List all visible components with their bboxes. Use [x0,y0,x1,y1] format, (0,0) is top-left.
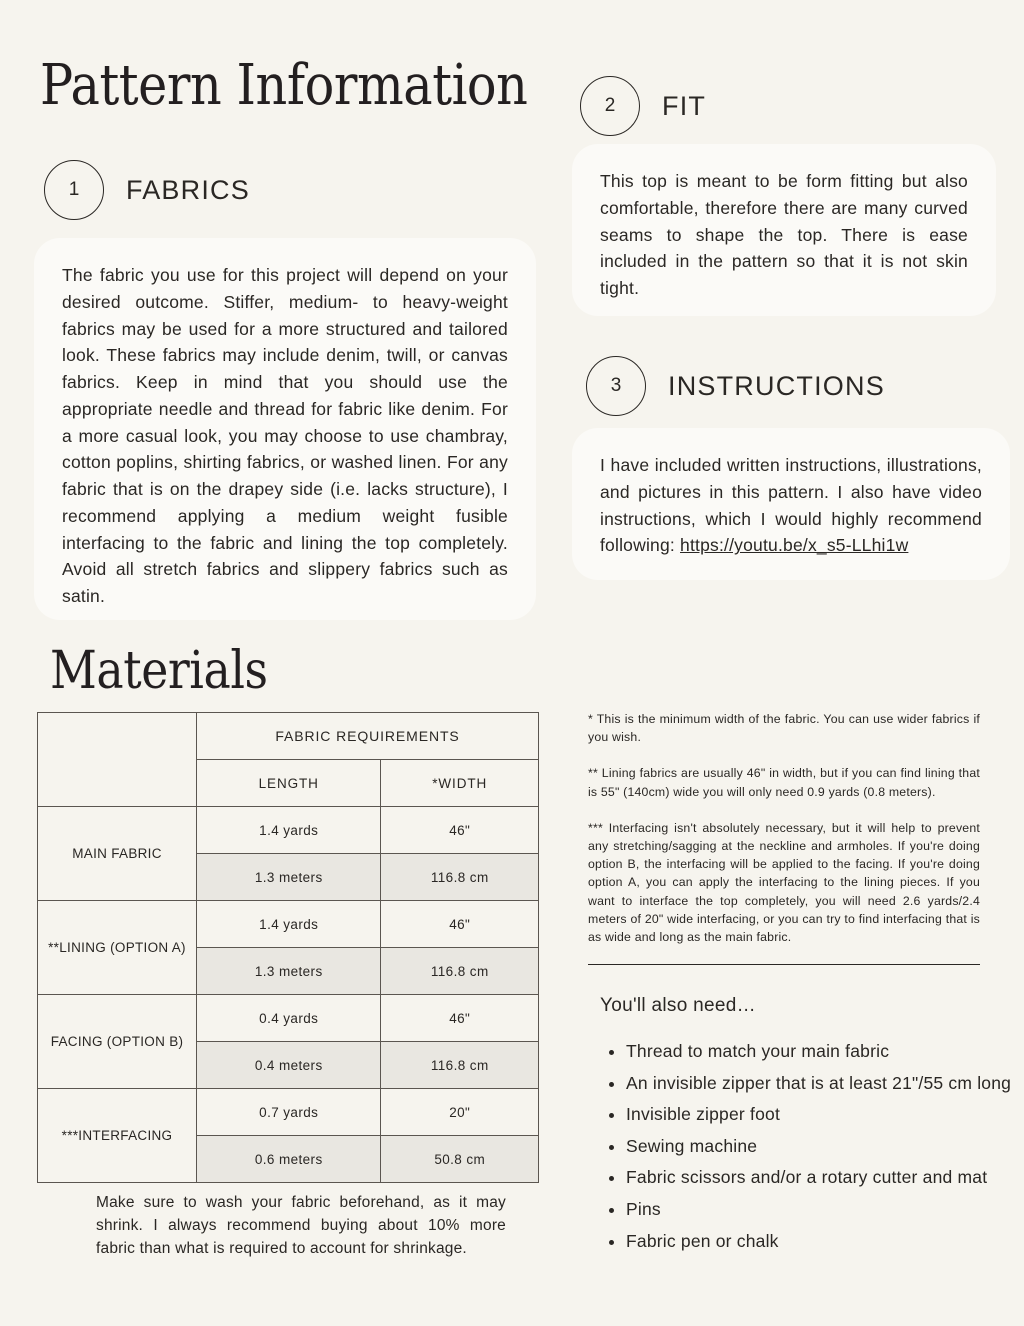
table-row-label-lining: **LINING (OPTION A) [38,901,197,995]
also-need-list [600,1038,1016,1259]
table-corner-blank [38,713,197,807]
section-label-fabrics: FABRICS [126,174,250,205]
table-group-header: FABRIC REQUIREMENTS [197,713,539,760]
page-title: Pattern Information [40,53,528,118]
section-label-fit: FIT [662,90,707,121]
section-header-fabrics [44,160,250,220]
fabrics-body-text: The fabric you use for this project will depend on your desired outcome. Stiffer, medium- to heavy-weight fabrics may be used for a more structured and tailored look. These fabrics may include denim, twill, or canvas fabrics. Keep in mind that you should use the appropriate needle and thread for fabric like denim. For a more casual look, you may choose to use chambray, cotton poplins, shirting fabrics, or washed linen. For any fabric that is on the drapey side (i.e. lacks structure), I recommend applying a medium weight fusible interfacing to the fabric and lining the top completely. Avoid all stretch fabrics and slippery fabrics such as satin. [62,265,508,607]
table-row [38,995,539,1042]
table-row-label-facing: FACING (OPTION B) [38,995,197,1089]
instructions-body-text [600,452,982,559]
list-item: • Invisible zipper foot [626,1101,1016,1128]
footnotes-divider [588,964,980,965]
fabric-requirements-table [37,712,539,1183]
instructions-card [572,428,1010,580]
section-label-instructions: INSTRUCTIONS [668,370,885,401]
footnote-lining: ** Lining fabrics are usually 46" in width, but if you can find lining that is 55" (140cm) wide you will only need 0.9 yards (0.8 meters). [588,766,980,799]
table-cell-length: 1.4 yards [197,901,381,948]
fabrics-card [34,238,536,620]
table-row [38,1089,539,1136]
wash-fabric-note: Make sure to wash your fabric beforehand, as it may shrink. I always recommend buying about 10% more fabric than what is required to account for shrinkage. [96,1194,506,1257]
section-header-instructions [586,356,885,416]
table-column-header-length: LENGTH [197,760,381,807]
video-instructions-link[interactable]: https://youtu.be/x_s5-LLhi1w [680,535,909,556]
table-cell-length: 0.7 yards [197,1089,381,1136]
footnote-interfacing: *** Interfacing isn't absolutely necessary, but it will help to prevent any stretching/sagging at the neckline and armholes. If you're doing option B, the interfacing will be applied to the facing. If you're doing option A, you can apply the interfacing to the lining pieces. If you want to interface the top completely, you will need 2.6 yards/2.4 meters of 20" wide interfacing, or you can try to find interfacing that is as wide and long as the main fabric. [588,820,980,944]
table-cell-width: 46" [381,995,539,1042]
table-cell-length-metric: 1.3 meters [197,854,381,901]
table-cell-width-metric: 116.8 cm [381,1042,539,1089]
table-cell-width: 20" [381,1089,539,1136]
table-cell-length-metric: 0.6 meters [197,1136,381,1183]
table-row [38,901,539,948]
table-cell-width-metric: 116.8 cm [381,854,539,901]
list-item: • Thread to match your main fabric [626,1038,1016,1065]
table-cell-length: 0.4 yards [197,995,381,1042]
table-row-label-main-fabric: MAIN FABRIC [38,807,197,901]
list-item: • Fabric pen or chalk [626,1228,1016,1255]
also-need-title: You'll also need… [600,995,756,1016]
section-number-badge-2: 2 [580,76,640,136]
fit-body-text: This top is meant to be form fitting but also comfortable, therefore there are many curved seams to shape the top. There is ease included in the pattern so that it is not skin tight. [600,171,968,299]
table-column-header-width: *WIDTH [381,760,539,807]
list-item: • Sewing machine [626,1133,1016,1160]
list-item: • An invisible zipper that is at least 21"/55 cm long [626,1070,1016,1097]
list-item: • Fabric scissors and/or a rotary cutter and mat [626,1164,1016,1191]
materials-title: Materials [50,641,268,701]
fit-card [572,144,996,316]
section-header-fit [580,76,706,136]
table-header-row-group [38,713,539,760]
table-row [38,807,539,854]
table-cell-length-metric: 0.4 meters [197,1042,381,1089]
table-cell-width-metric: 116.8 cm [381,948,539,995]
table-cell-length-metric: 1.3 meters [197,948,381,995]
table-cell-length: 1.4 yards [197,807,381,854]
table-row-label-interfacing: ***INTERFACING [38,1089,197,1183]
table-cell-width: 46" [381,901,539,948]
list-item: • Pins [626,1196,1016,1223]
table-cell-width-metric: 50.8 cm [381,1136,539,1183]
section-number-badge-3: 3 [586,356,646,416]
table-cell-width: 46" [381,807,539,854]
section-number-badge-1: 1 [44,160,104,220]
footnote-width: * This is the minimum width of the fabric. You can use wider fabrics if you wish. [588,712,980,745]
instructions-body-prefix: I have included written instructions, illustrations, and pictures in this pattern. I also have video instructions, which I would highly recommend following: [600,455,982,556]
footnotes-block [588,710,980,965]
